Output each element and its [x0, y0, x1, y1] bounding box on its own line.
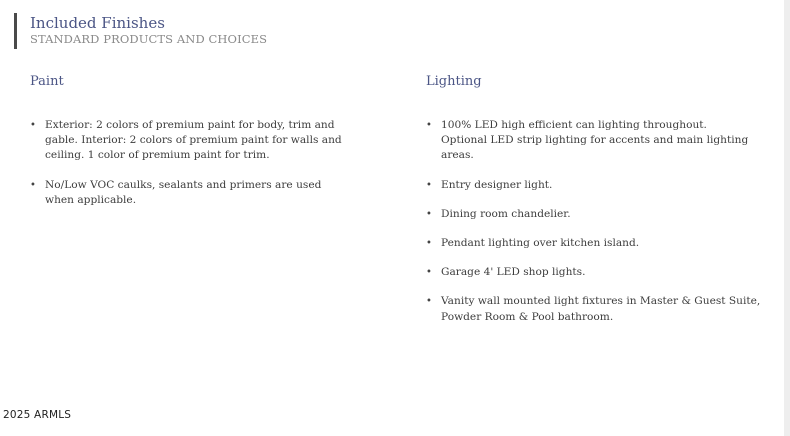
- list-item: [426, 207, 761, 222]
- list-item-text: Exterior: 2 colors of premium paint for body, trim and gable. Interior: 2 colors of premium paint for walls and ceiling. 1 color of premium paint for trim.: [45, 119, 342, 162]
- list-item: [426, 265, 761, 280]
- list-item: [30, 118, 363, 164]
- list-item-text: No/Low VOC caulks, sealants and primers are used when applicable.: [45, 178, 322, 206]
- paint-section-title: Paint: [30, 74, 64, 89]
- list-item-text: Dining room chandelier.: [441, 207, 571, 220]
- list-item: [426, 118, 753, 164]
- bullet-icon: •: [426, 120, 432, 131]
- list-item: [426, 294, 766, 324]
- page-header: [14, 13, 267, 49]
- list-item: [426, 236, 761, 251]
- lighting-list: [426, 118, 761, 325]
- paint-section: [30, 74, 370, 222]
- paint-list: [30, 118, 370, 208]
- page-edge: [784, 0, 790, 436]
- bullet-icon: •: [30, 179, 36, 191]
- list-item-text: Vanity wall mounted light fixtures in Master & Guest Suite, Powder Room & Pool bathroom.: [441, 295, 761, 323]
- page-title: Included Finishes: [30, 14, 165, 32]
- list-item-text: Garage 4' LED shop lights.: [441, 266, 586, 279]
- lighting-section-title: Lighting: [426, 74, 482, 89]
- page-subtitle: STANDARD PRODUCTS AND CHOICES: [30, 32, 268, 46]
- bullet-icon: •: [426, 208, 432, 220]
- bullet-icon: •: [426, 296, 432, 308]
- list-item: [426, 178, 761, 193]
- bullet-icon: •: [426, 238, 432, 250]
- bullet-icon: •: [426, 267, 432, 279]
- list-item: [30, 178, 351, 208]
- list-item-text: Pendant lighting over kitchen island.: [441, 237, 640, 250]
- lighting-section: [426, 74, 761, 339]
- bullet-icon: •: [426, 179, 432, 191]
- copyright-footer: 2025 ARMLS: [3, 409, 72, 421]
- list-item-text: 100% LED high efficient can lighting throughout. Optional LED strip lighting for accents and main lighting areas.: [441, 119, 749, 162]
- list-item-text: Entry designer light.: [441, 178, 553, 191]
- bullet-icon: •: [30, 120, 36, 131]
